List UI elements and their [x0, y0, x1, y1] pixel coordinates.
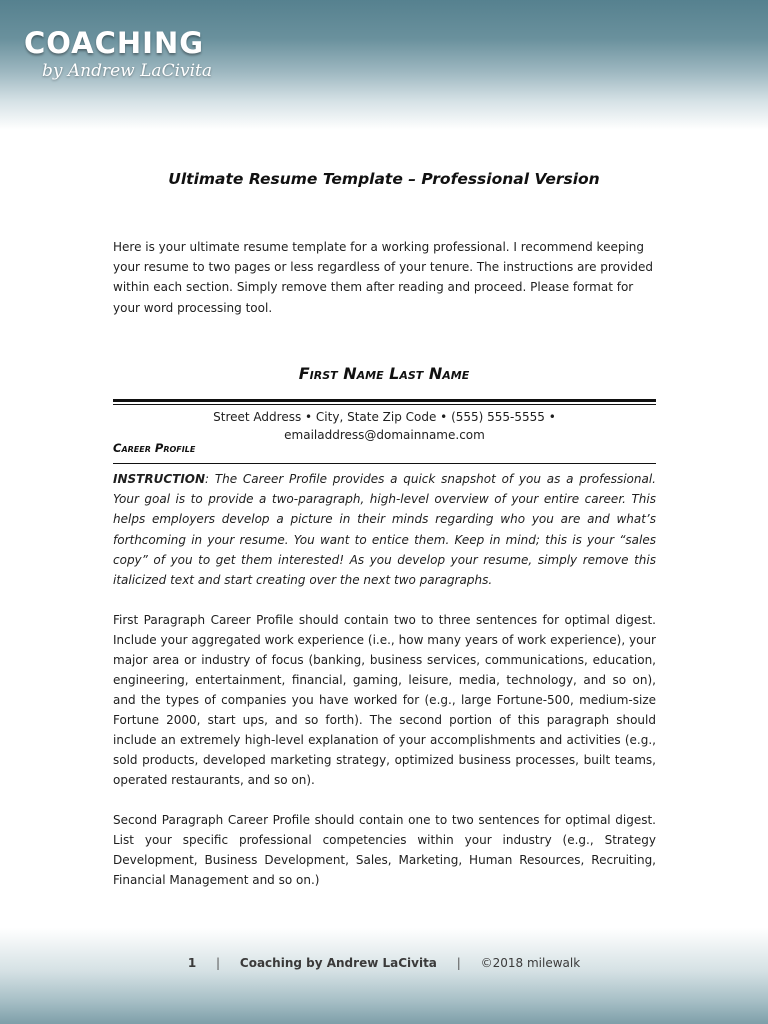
name-rule-thick — [113, 399, 656, 402]
instruction-block — [113, 469, 656, 590]
coaching-logo — [24, 26, 212, 82]
footer-separator: | — [456, 956, 461, 970]
intro-paragraph: Here is your ultimate resume template for a working professional. I recommend keeping your resume to two pages or less regardless of your tenure. The instructions are provided within each section. Simply remove them after reading and proceed. Please format for your word processing tool. — [113, 240, 653, 315]
footer-band — [0, 928, 768, 1024]
footer-copyright: ©2018 milewalk — [480, 956, 581, 970]
career-profile-paragraph-1: First Paragraph Career Profile should contain two to three sentences for optimal digest. Include your aggregated work experience (i.e., how many years of work experience), your major area or industry of focus (banking, business services, communications, education, engineering, entertainment, financial, gaming, leisure, media, technology, and so on), and the types of companies you have worked for (e.g., large Fortune-500, medium-size Fortune 2000, start ups, and so forth). The second portion of this paragraph should include an extremely high-level explanation of your accomplishments and activities (e.g., sold products, developed marketing strategy, optimized business processes, built teams, operated restaurants, and so on). — [113, 613, 656, 787]
instruction-text: : The Career Profile provides a quick snapshot of you as a professional. Your goal is to provide a two-paragraph, high-level overview of your entire career. This helps employers develop a picture in their minds regarding who you are and what’s forthcoming in your resume. You want to entice them. Keep in mind; this is your “sales copy” of you to get them interested! As you develop your resume, simply remove this italicized text and start creating over the next two paragraphs. — [113, 472, 656, 588]
resume-name: First Name Last Name — [298, 364, 470, 383]
logo-subtitle: by Andrew LaCivita — [42, 61, 213, 81]
footer-brand: Coaching by Andrew LaCivita — [239, 956, 437, 970]
name-rule-thin — [113, 404, 656, 405]
section-rule — [113, 463, 656, 464]
footer-separator: | — [216, 956, 221, 970]
logo-main-text: COACHING — [24, 26, 205, 60]
instruction-label: INSTRUCTION — [113, 472, 206, 486]
document-title: Ultimate Resume Template – Professional Version — [168, 170, 600, 188]
career-profile-paragraph-2: Second Paragraph Career Profile should contain one to two sentences for optimal digest. List your specific professional competencies within your industry (e.g., Strategy Development, Business Development, Sales, Marketing, Human Resources, Recruiting, Financial Management and so on.) — [113, 813, 656, 887]
section-heading-career-profile: Career Profile — [113, 441, 196, 455]
contact-line: Street Address • City, State Zip Code • (555) 555-5555 • emailaddress@domainname.com — [213, 410, 556, 442]
page-footer — [0, 956, 768, 970]
page-number: 1 — [187, 956, 197, 970]
